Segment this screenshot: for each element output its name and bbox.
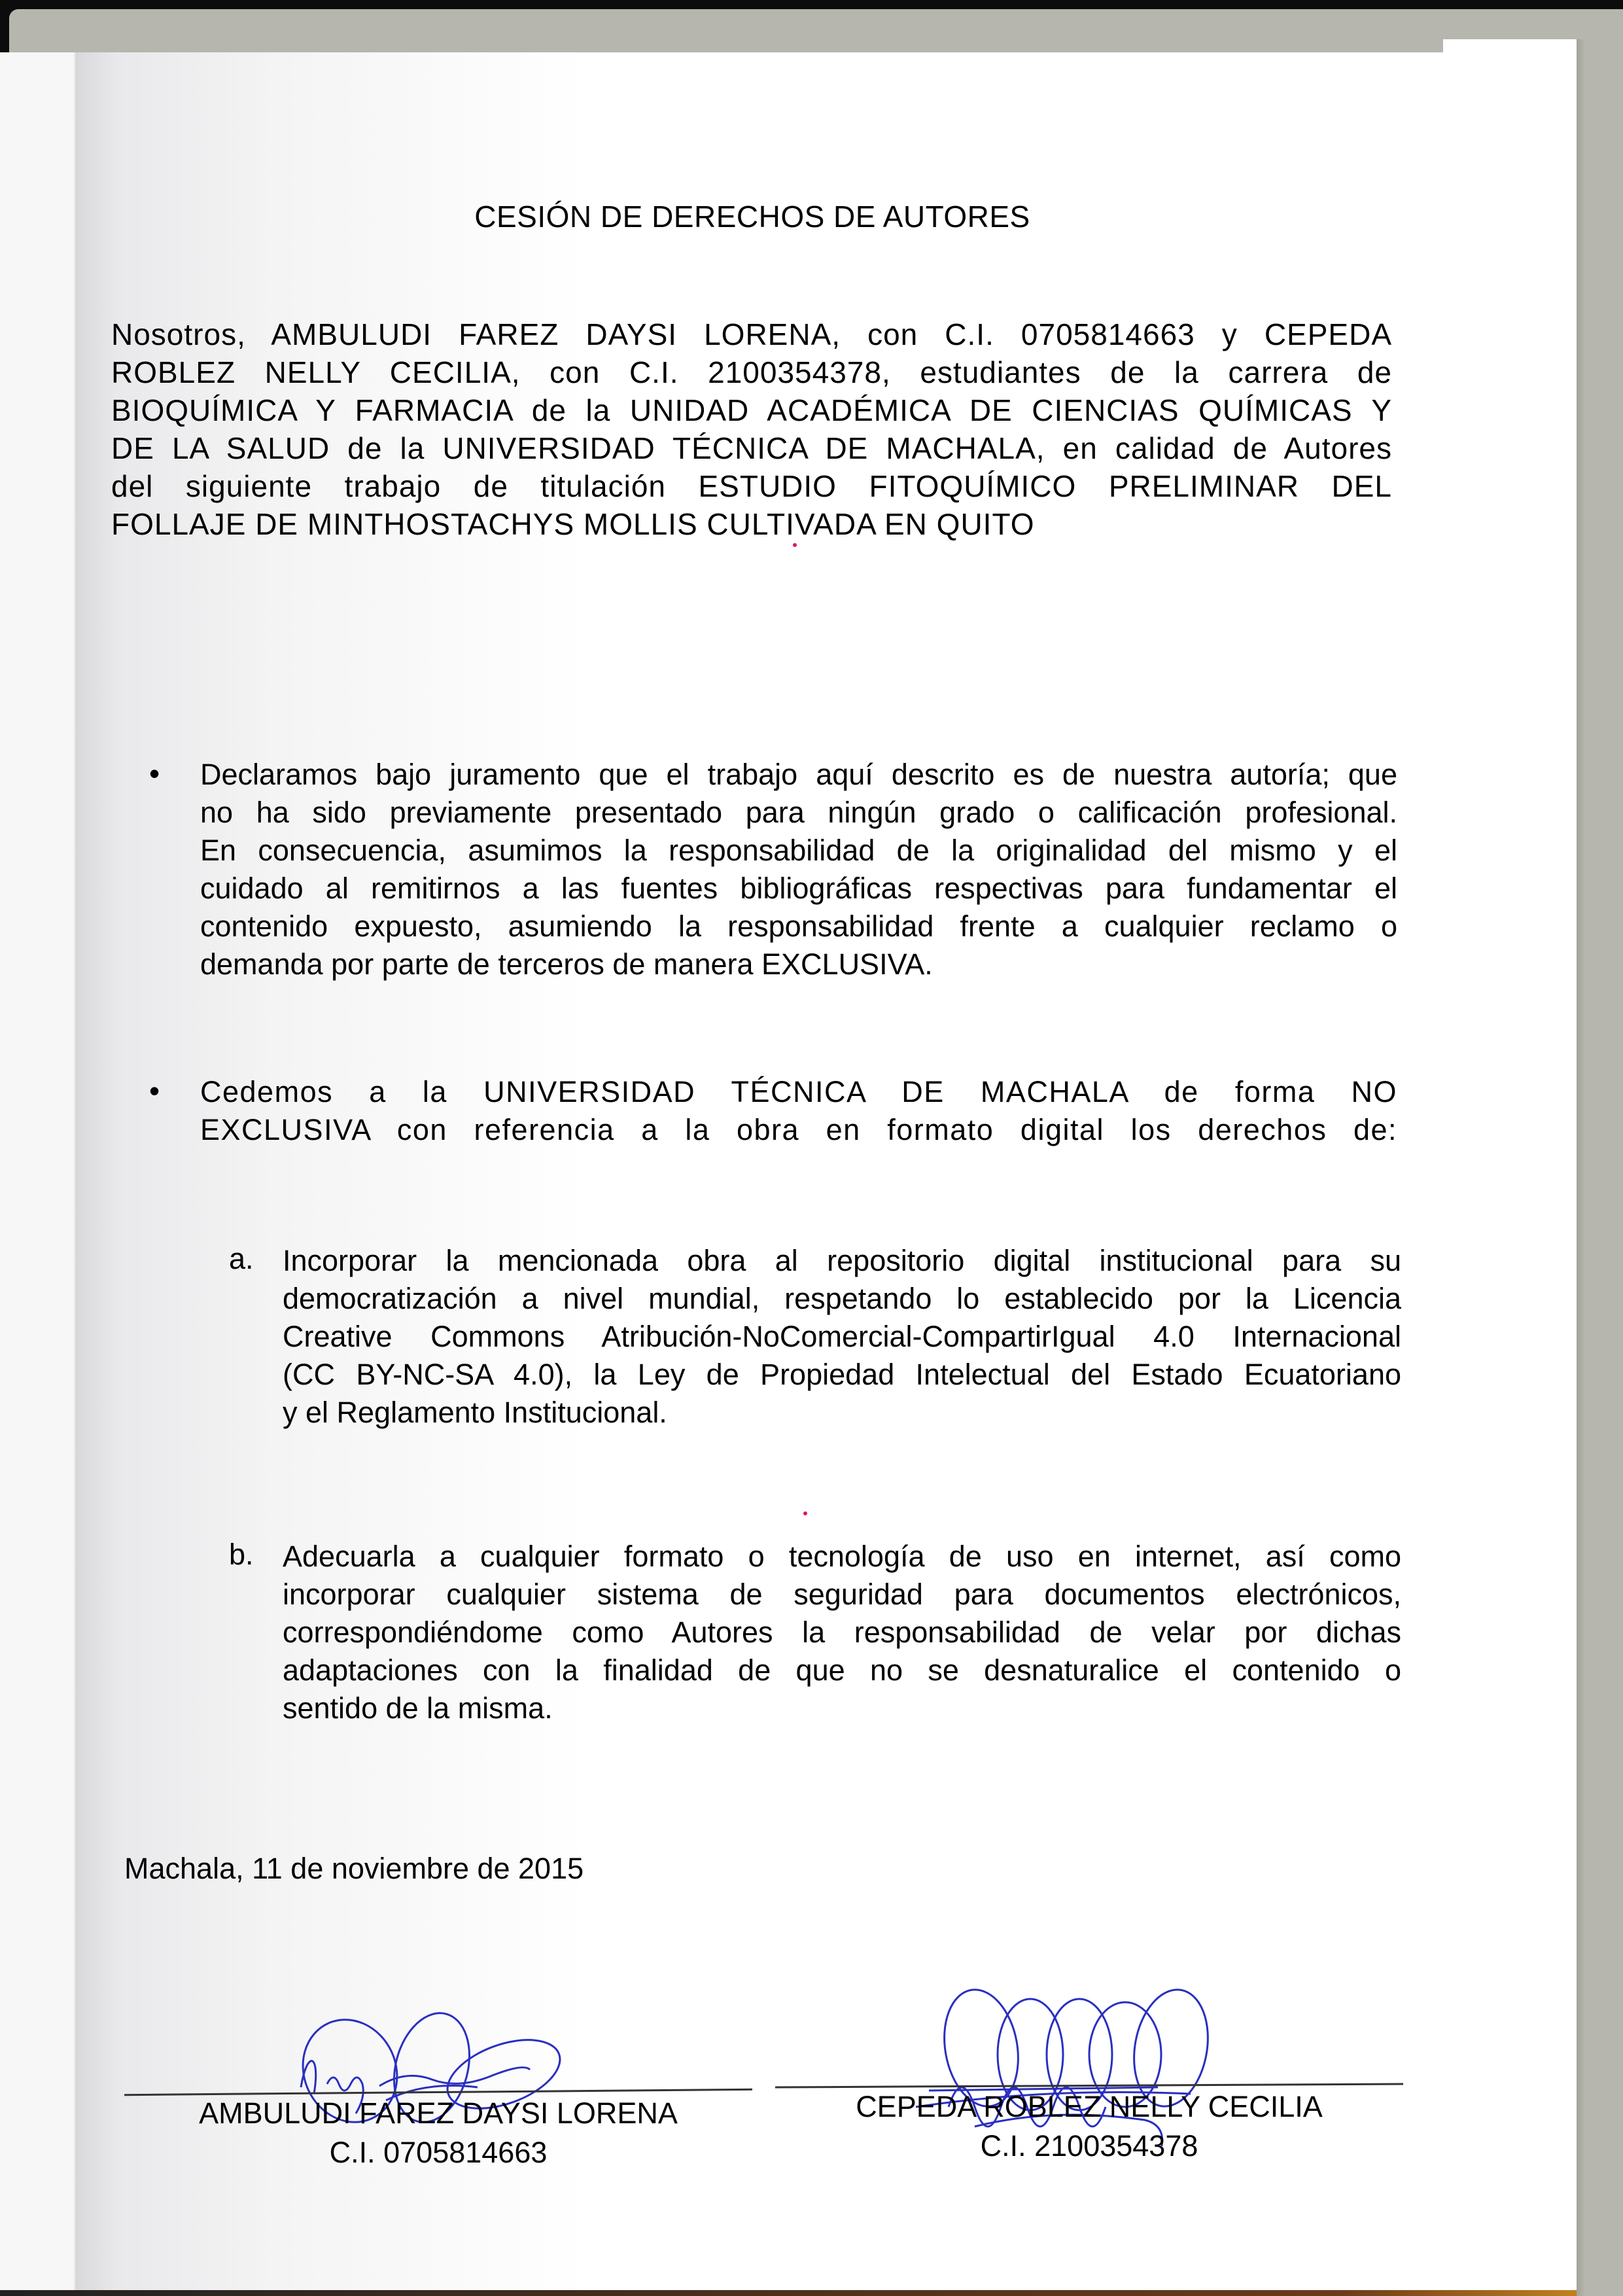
intro-line: BIOQUÍMICA Y FARMACIA de la UNIDAD ACADÉMICA DE CIENCIAS QUÍMICAS Y [111, 393, 1392, 427]
scan-speck [793, 543, 797, 547]
bullet-line: cuidado al remitirnos a las fuentes bibliográficas respectivas para fundamentar el [200, 872, 1397, 905]
bullet-line: no ha sido previamente presentado para ningún grado o calificación profesional. [200, 796, 1397, 829]
signer-block [137, 2094, 739, 2172]
bullet-marker: • [149, 1074, 160, 1108]
sub-item-text [283, 1242, 1401, 1432]
sub-item-line: Incorporar la mencionada obra al repositorio digital institucional para su [283, 1244, 1401, 1277]
intro-line: del siguiente trabajo de titulación ESTUDIO FITOQUÍMICO PRELIMINAR DEL [111, 469, 1392, 503]
sub-item-line: correspondiéndome como Autores la responsabilidad de velar por dichas [283, 1616, 1401, 1649]
sub-item-text [283, 1538, 1401, 1727]
page-bottom-edge [0, 2290, 1577, 2296]
intro-paragraph [111, 315, 1392, 543]
bullet-line: demanda por parte de terceros de manera EXCLUSIVA. [200, 947, 933, 981]
intro-line: Nosotros, AMBULUDI FAREZ DAYSI LORENA, con C.I. 0705814663 y CEPEDA [111, 317, 1392, 351]
sub-item-line: Creative Commons Atribución-NoComercial-CompartirIgual 4.0 Internacional [283, 1320, 1401, 1353]
binding-gutter [73, 52, 77, 2290]
document-title: CESIÓN DE DERECHOS DE AUTORES [474, 200, 1030, 234]
bullet-text [200, 1073, 1397, 1149]
page-corner [1443, 39, 1577, 59]
scan-speck [803, 1511, 807, 1515]
place-date: Machala, 11 de noviembre de 2015 [124, 1852, 584, 1885]
sub-item-line: y el Reglamento Institucional. [283, 1396, 667, 1429]
bullet-line: Declaramos bajo juramento que el trabajo aquí descrito es de nuestra autoría; que [200, 758, 1397, 791]
signer-name: CEPEDA ROBLEZ NELLY CECILIA [856, 2090, 1323, 2123]
intro-line: FOLLAJE DE MINTHOSTACHYS MOLLIS CULTIVADA EN QUITO [111, 507, 1035, 541]
signer-id: C.I. 2100354378 [980, 2129, 1198, 2163]
bullet-line: Cedemos a la UNIVERSIDAD TÉCNICA DE MACHALA de forma NO [200, 1075, 1397, 1108]
sub-item-marker: a. [229, 1242, 254, 1275]
bullet-line: En consecuencia, asumimos la responsabilidad de la originalidad del mismo y el [200, 834, 1397, 867]
sub-item-line: Adecuarla a cualquier formato o tecnología de uso en internet, así como [283, 1540, 1401, 1573]
sub-item-line: (CC BY-NC-SA 4.0), la Ley de Propiedad Intelectual del Estado Ecuatoriano [283, 1358, 1401, 1391]
bullet-marker: • [149, 756, 160, 790]
intro-line: DE LA SALUD de la UNIVERSIDAD TÉCNICA DE MACHALA, en calidad de Autores [111, 431, 1392, 465]
intro-line: ROBLEZ NELLY CECILIA, con C.I. 2100354378, estudiantes de la carrera de [111, 355, 1392, 389]
sub-item-line: democratización a nivel mundial, respetando lo establecido por la Licencia [283, 1282, 1401, 1315]
sub-item-line: adaptaciones con la finalidad de que no se desnaturalice el contenido o [283, 1653, 1401, 1687]
sub-item-marker: b. [229, 1538, 254, 1571]
sub-item-line: sentido de la misma. [283, 1691, 553, 1725]
sub-item-line: incorporar cualquier sistema de seguridad para documentos electrónicos, [283, 1578, 1401, 1611]
bullet-line: contenido expuesto, asumiendo la responsabilidad frente a cualquier reclamo o [200, 910, 1397, 943]
signer-block [795, 2087, 1384, 2166]
signer-name: AMBULUDI FAREZ DAYSI LORENA [199, 2096, 678, 2130]
bullet-line: EXCLUSIVA con referencia a la obra en formato digital los derechos de: [200, 1113, 1397, 1146]
signer-id: C.I. 0705814663 [329, 2136, 548, 2169]
bullet-text [200, 756, 1397, 983]
